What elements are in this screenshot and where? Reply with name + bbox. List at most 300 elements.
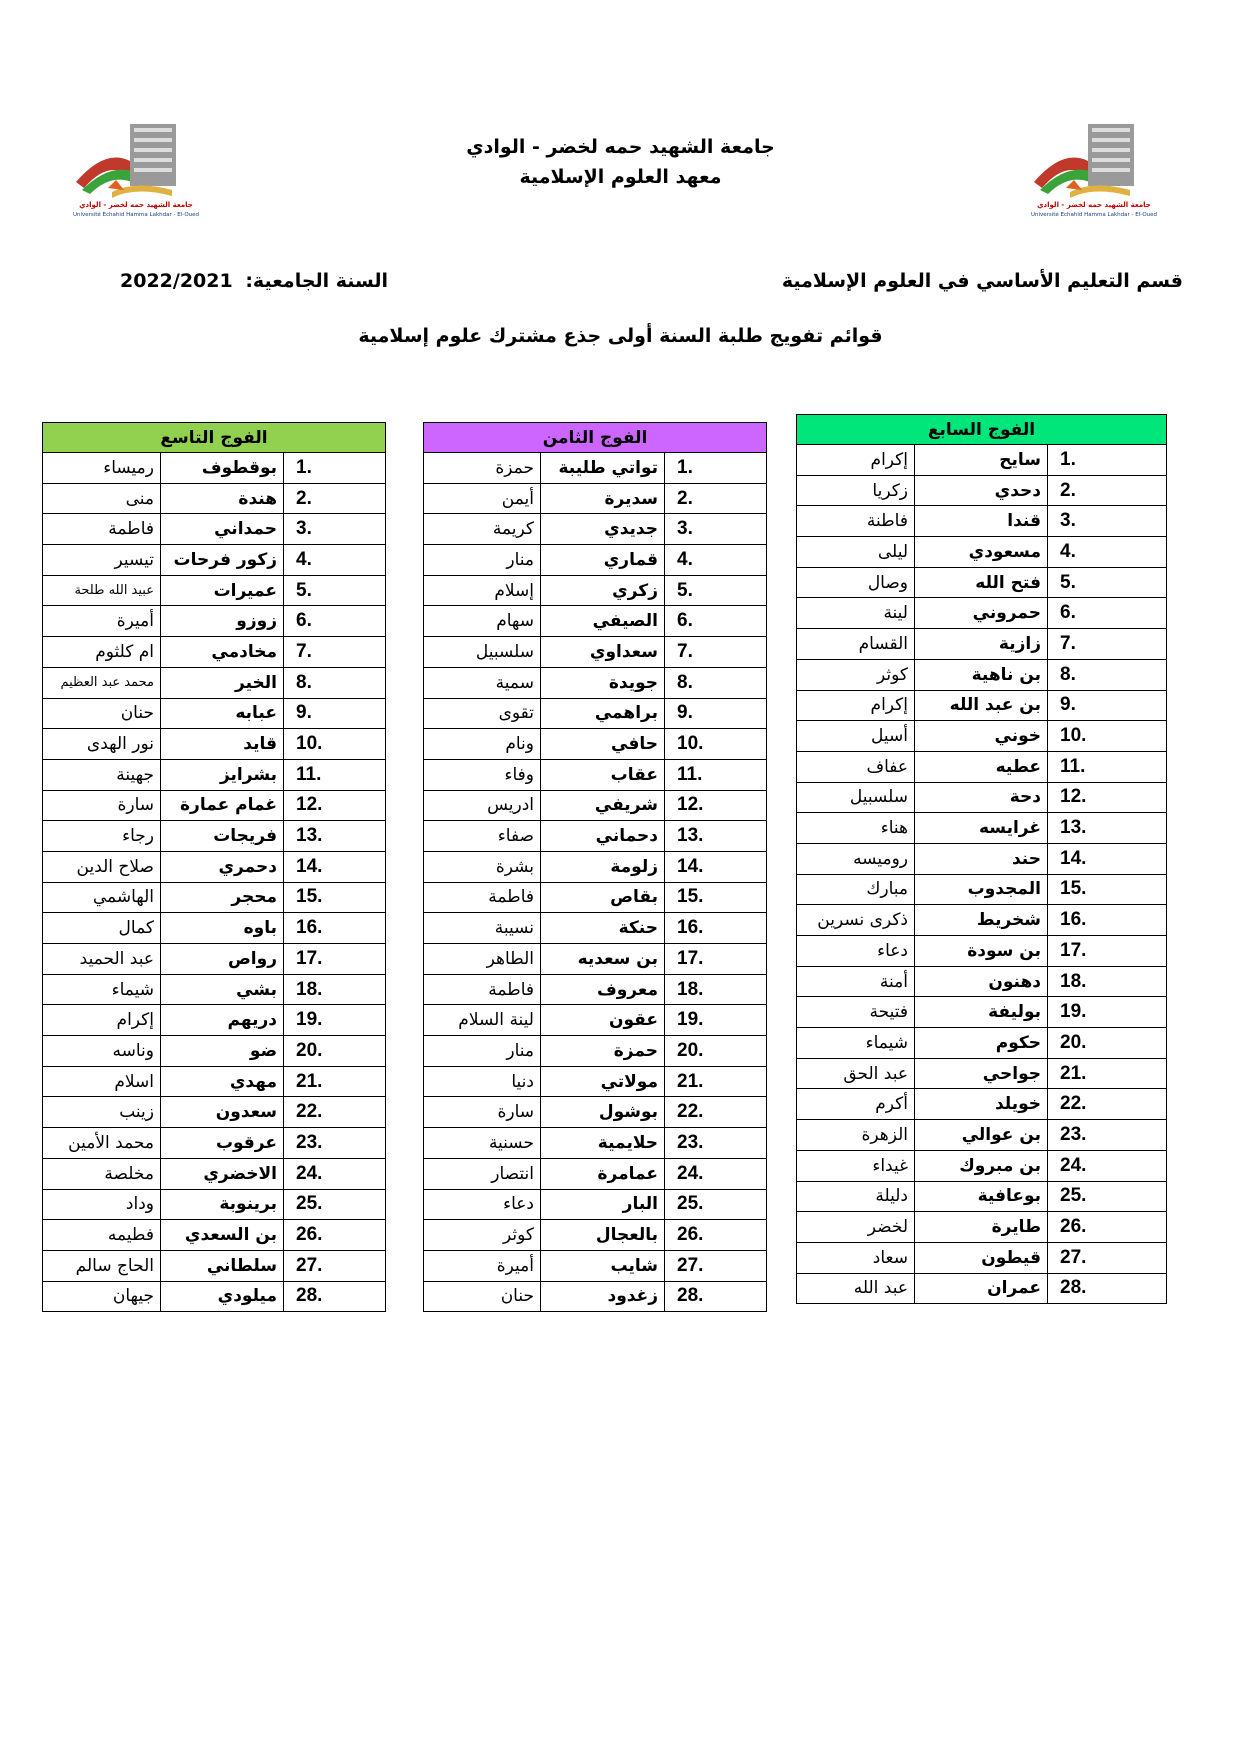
table-row: [43, 913, 386, 944]
row-number: 18.: [1048, 966, 1167, 997]
table-row: [43, 637, 386, 668]
row-number: 14.: [665, 851, 767, 882]
table-row: [43, 667, 386, 698]
group-seven-title: الفوج السابع: [797, 415, 1167, 445]
row-number: 4.: [284, 545, 386, 576]
academic-year: [120, 270, 388, 292]
first-name: عفاف: [797, 751, 915, 782]
table-row: [424, 1097, 767, 1128]
table-row: [424, 790, 767, 821]
first-name: أسيل: [797, 721, 915, 752]
row-number: 28.: [1048, 1273, 1167, 1304]
table-row: [424, 667, 767, 698]
first-name: الحاج سالم: [43, 1250, 161, 1281]
row-number: 21.: [1048, 1058, 1167, 1089]
last-name: طايرة: [915, 1212, 1048, 1243]
last-name: زكور فرحات: [161, 545, 284, 576]
last-name: بن مبروك: [915, 1150, 1048, 1181]
first-name: تقوى: [424, 698, 541, 729]
last-name: دريهم: [161, 1005, 284, 1036]
last-name: مسعودي: [915, 537, 1048, 568]
first-name: نور الهدى: [43, 729, 161, 760]
last-name: بن ناهية: [915, 659, 1048, 690]
last-name: الاخضري: [161, 1158, 284, 1189]
table-row: [797, 1242, 1167, 1273]
first-name: ادريس: [424, 790, 541, 821]
row-number: 6.: [1048, 598, 1167, 629]
first-name: فتيحة: [797, 997, 915, 1028]
first-name: هناء: [797, 813, 915, 844]
last-name: سديرة: [541, 483, 665, 514]
first-name: شيماء: [43, 974, 161, 1005]
row-number: 15.: [1048, 874, 1167, 905]
first-name: أميرة: [43, 606, 161, 637]
table-row: [424, 1281, 767, 1312]
department-name: قسم التعليم الأساسي في العلوم الإسلامية: [781, 270, 1183, 292]
last-name: عقاب: [541, 759, 665, 790]
first-name: الهاشمي: [43, 882, 161, 913]
row-number: 4.: [665, 545, 767, 576]
table-row: [424, 974, 767, 1005]
row-number: 26.: [1048, 1212, 1167, 1243]
table-row: [797, 721, 1167, 752]
last-name: عطيه: [915, 751, 1048, 782]
first-name: عبيد الله طلحة: [43, 575, 161, 606]
first-name: حمزة: [424, 453, 541, 484]
table-row: [424, 1189, 767, 1220]
table-row: [43, 606, 386, 637]
table-row: [43, 821, 386, 852]
table-row: [797, 843, 1167, 874]
last-name: جويدة: [541, 667, 665, 698]
row-number: 25.: [665, 1189, 767, 1220]
last-name: سعدون: [161, 1097, 284, 1128]
row-number: 1.: [284, 453, 386, 484]
table-row: [424, 1005, 767, 1036]
table-row: [797, 813, 1167, 844]
table-row: [797, 1028, 1167, 1059]
first-name: جيهان: [43, 1281, 161, 1312]
last-name: حمروني: [915, 598, 1048, 629]
row-number: 24.: [1048, 1150, 1167, 1181]
first-name: سهام: [424, 606, 541, 637]
last-name: بن سودة: [915, 936, 1048, 967]
table-row: [424, 882, 767, 913]
last-name: ضو: [161, 1036, 284, 1067]
row-number: 16.: [665, 913, 767, 944]
row-number: 19.: [284, 1005, 386, 1036]
row-number: 2.: [665, 483, 767, 514]
last-name: محجر: [161, 882, 284, 913]
first-name: لينة: [797, 598, 915, 629]
table-row: [424, 851, 767, 882]
row-number: 11.: [665, 759, 767, 790]
table-row: [43, 1066, 386, 1097]
table-row: [43, 1036, 386, 1067]
last-name: بن عبد الله: [915, 690, 1048, 721]
last-name: زازية: [915, 629, 1048, 660]
table-row: [43, 483, 386, 514]
last-name: غمام عمارة: [161, 790, 284, 821]
row-number: 1.: [1048, 445, 1167, 476]
row-number: 7.: [284, 637, 386, 668]
first-name: اسلام: [43, 1066, 161, 1097]
first-name: محمد عبد العظيم: [43, 667, 161, 698]
row-number: 11.: [284, 759, 386, 790]
last-name: فتح الله: [915, 567, 1048, 598]
table-row: [43, 974, 386, 1005]
row-number: 22.: [284, 1097, 386, 1128]
last-name: سعداوي: [541, 637, 665, 668]
table-row: [424, 1036, 767, 1067]
last-name: الخير: [161, 667, 284, 698]
last-name: دهنون: [915, 966, 1048, 997]
last-name: قماري: [541, 545, 665, 576]
row-number: 3.: [1048, 506, 1167, 537]
row-number: 10.: [1048, 721, 1167, 752]
last-name: قايد: [161, 729, 284, 760]
last-name: بقاص: [541, 882, 665, 913]
last-name: بشي: [161, 974, 284, 1005]
table-row: [43, 1220, 386, 1251]
last-name: مخادمي: [161, 637, 284, 668]
university-logo-right: [1030, 110, 1158, 220]
table-row: [797, 506, 1167, 537]
last-name: قندا: [915, 506, 1048, 537]
last-name: بوقطوف: [161, 453, 284, 484]
first-name: مخلصة: [43, 1158, 161, 1189]
last-name: عبابه: [161, 698, 284, 729]
university-name: جامعة الشهيد حمه لخضر - الوادي: [466, 136, 775, 158]
table-row: [43, 1189, 386, 1220]
table-row: [424, 1066, 767, 1097]
first-name: منار: [424, 545, 541, 576]
row-number: 13.: [665, 821, 767, 852]
row-number: 17.: [665, 944, 767, 975]
last-name: عميرات: [161, 575, 284, 606]
row-number: 5.: [1048, 567, 1167, 598]
row-number: 27.: [665, 1250, 767, 1281]
table-row: [424, 759, 767, 790]
last-name: قيطون: [915, 1242, 1048, 1273]
first-name: أكرم: [797, 1089, 915, 1120]
last-name: تواتي طليبة: [541, 453, 665, 484]
first-name: كريمة: [424, 514, 541, 545]
last-name: بن عوالي: [915, 1120, 1048, 1151]
row-number: 26.: [284, 1220, 386, 1251]
first-name: سلسبيل: [797, 782, 915, 813]
table-row: [797, 782, 1167, 813]
row-number: 9.: [1048, 690, 1167, 721]
table-row: [43, 882, 386, 913]
row-number: 21.: [284, 1066, 386, 1097]
row-number: 20.: [284, 1036, 386, 1067]
first-name: غيداء: [797, 1150, 915, 1181]
table-row: [797, 1150, 1167, 1181]
table-row: [424, 606, 767, 637]
row-number: 7.: [665, 637, 767, 668]
last-name: حمداني: [161, 514, 284, 545]
last-name: برينوبة: [161, 1189, 284, 1220]
last-name: عمران: [915, 1273, 1048, 1304]
table-row: [43, 759, 386, 790]
first-name: سمية: [424, 667, 541, 698]
table-row: [43, 514, 386, 545]
last-name: بشرايز: [161, 759, 284, 790]
last-name: مولاتي: [541, 1066, 665, 1097]
last-name: ميلودي: [161, 1281, 284, 1312]
table-row: [797, 537, 1167, 568]
row-number: 4.: [1048, 537, 1167, 568]
first-name: حنان: [424, 1281, 541, 1312]
first-name: حسنية: [424, 1128, 541, 1159]
first-name: فطيمه: [43, 1220, 161, 1251]
first-name: إسلام: [424, 575, 541, 606]
last-name: حكوم: [915, 1028, 1048, 1059]
first-name: نسيبة: [424, 913, 541, 944]
last-name: دحماني: [541, 821, 665, 852]
table-row: [424, 698, 767, 729]
first-name: القسام: [797, 629, 915, 660]
first-name: ليلى: [797, 537, 915, 568]
first-name: فاطنة: [797, 506, 915, 537]
row-number: 28.: [284, 1281, 386, 1312]
row-number: 20.: [1048, 1028, 1167, 1059]
last-name: جديدي: [541, 514, 665, 545]
academic-year-label: السنة الجامعية:: [245, 270, 389, 292]
row-number: 8.: [665, 667, 767, 698]
first-name: أيمن: [424, 483, 541, 514]
row-number: 23.: [1048, 1120, 1167, 1151]
row-number: 20.: [665, 1036, 767, 1067]
row-number: 8.: [1048, 659, 1167, 690]
table-row: [43, 453, 386, 484]
table-row: [43, 1005, 386, 1036]
row-number: 19.: [665, 1005, 767, 1036]
first-name: انتصار: [424, 1158, 541, 1189]
last-name: زوزو: [161, 606, 284, 637]
last-name: سايح: [915, 445, 1048, 476]
last-name: عمامرة: [541, 1158, 665, 1189]
last-name: رواص: [161, 944, 284, 975]
row-number: 25.: [1048, 1181, 1167, 1212]
first-name: ونام: [424, 729, 541, 760]
table-row: [424, 637, 767, 668]
first-name: جهينة: [43, 759, 161, 790]
table-row: [797, 1181, 1167, 1212]
table-row: [797, 966, 1167, 997]
last-name: جواحي: [915, 1058, 1048, 1089]
first-name: إكرام: [43, 1005, 161, 1036]
first-name: لينة السلام: [424, 1005, 541, 1036]
row-number: 13.: [284, 821, 386, 852]
first-name: أميرة: [424, 1250, 541, 1281]
row-number: 23.: [665, 1128, 767, 1159]
group-8-table: [423, 422, 767, 1312]
last-name: زكري: [541, 575, 665, 606]
first-name: سلسبيل: [424, 637, 541, 668]
last-name: معروف: [541, 974, 665, 1005]
logo-caption-ar: جامعة الشهيد حمه لخضر - الوادي: [1037, 201, 1151, 209]
row-number: 6.: [665, 606, 767, 637]
last-name: الصيفي: [541, 606, 665, 637]
row-number: 5.: [284, 575, 386, 606]
first-name: الطاهر: [424, 944, 541, 975]
row-number: 2.: [1048, 475, 1167, 506]
last-name: بوليفة: [915, 997, 1048, 1028]
row-number: 14.: [1048, 843, 1167, 874]
last-name: براهمي: [541, 698, 665, 729]
table-row: [424, 821, 767, 852]
first-name: فاطمة: [424, 882, 541, 913]
table-row: [797, 874, 1167, 905]
table-row: [43, 1158, 386, 1189]
logo-caption-fr: Université Echahid Hamma Lakhdar - El-Oued: [72, 212, 200, 218]
first-name: دنيا: [424, 1066, 541, 1097]
row-number: 18.: [665, 974, 767, 1005]
row-number: 16.: [1048, 905, 1167, 936]
row-number: 9.: [665, 698, 767, 729]
first-name: أمنة: [797, 966, 915, 997]
logo-caption-fr: Université Echahid Hamma Lakhdar - El-Oued: [1030, 212, 1158, 218]
last-name: غرايسه: [915, 813, 1048, 844]
table-row: [797, 997, 1167, 1028]
table-row: [43, 1281, 386, 1312]
table-row: [797, 445, 1167, 476]
table-row: [797, 690, 1167, 721]
table-row: [797, 475, 1167, 506]
row-number: 22.: [665, 1097, 767, 1128]
last-name: دحمري: [161, 851, 284, 882]
last-name: حند: [915, 843, 1048, 874]
table-row: [424, 545, 767, 576]
last-name: حمزة: [541, 1036, 665, 1067]
row-number: 8.: [284, 667, 386, 698]
first-name: كمال: [43, 913, 161, 944]
table-row: [424, 729, 767, 760]
first-name: زينب: [43, 1097, 161, 1128]
first-name: عبد الله: [797, 1273, 915, 1304]
row-number: 15.: [665, 882, 767, 913]
row-number: 10.: [665, 729, 767, 760]
first-name: منى: [43, 483, 161, 514]
last-name: بن السعدي: [161, 1220, 284, 1251]
last-name: دحدي: [915, 475, 1048, 506]
first-name: ذكرى نسرين: [797, 905, 915, 936]
first-name: إكرام: [797, 445, 915, 476]
row-number: 23.: [284, 1128, 386, 1159]
last-name: زلومة: [541, 851, 665, 882]
table-row: [797, 1212, 1167, 1243]
last-name: زغدود: [541, 1281, 665, 1312]
table-row: [43, 944, 386, 975]
first-name: لخضر: [797, 1212, 915, 1243]
row-number: 28.: [665, 1281, 767, 1312]
table-row: [797, 567, 1167, 598]
first-name: بشرة: [424, 851, 541, 882]
academic-year-value: 2022/2021: [120, 270, 233, 292]
last-name: بوعافية: [915, 1181, 1048, 1212]
table-row: [424, 1250, 767, 1281]
last-name: بالعجال: [541, 1220, 665, 1251]
first-name: زكريا: [797, 475, 915, 506]
last-name: شريفي: [541, 790, 665, 821]
last-name: دحة: [915, 782, 1048, 813]
last-name: فريجات: [161, 821, 284, 852]
first-name: دعاء: [424, 1189, 541, 1220]
first-name: مبارك: [797, 874, 915, 905]
first-name: دعاء: [797, 936, 915, 967]
last-name: باوه: [161, 913, 284, 944]
row-number: 12.: [665, 790, 767, 821]
table-row: [424, 944, 767, 975]
first-name: رجاء: [43, 821, 161, 852]
row-number: 21.: [665, 1066, 767, 1097]
table-row: [43, 545, 386, 576]
first-name: حنان: [43, 698, 161, 729]
table-row: [797, 659, 1167, 690]
table-row: [797, 936, 1167, 967]
first-name: الزهرة: [797, 1120, 915, 1151]
row-number: 1.: [665, 453, 767, 484]
table-row: [797, 629, 1167, 660]
table-row: [43, 575, 386, 606]
first-name: دليلة: [797, 1181, 915, 1212]
first-name: وناسه: [43, 1036, 161, 1067]
first-name: عبد الحميد: [43, 944, 161, 975]
group-eight-title: الفوج الثامن: [424, 423, 767, 453]
last-name: شخريط: [915, 905, 1048, 936]
first-name: إكرام: [797, 690, 915, 721]
table-row: [424, 1158, 767, 1189]
first-name: سعاد: [797, 1242, 915, 1273]
row-number: 17.: [1048, 936, 1167, 967]
row-number: 3.: [284, 514, 386, 545]
first-name: وصال: [797, 567, 915, 598]
table-row: [43, 790, 386, 821]
group-7-table: [796, 414, 1167, 1304]
first-name: عبد الحق: [797, 1058, 915, 1089]
first-name: تيسير: [43, 545, 161, 576]
table-row: [424, 453, 767, 484]
row-number: 7.: [1048, 629, 1167, 660]
first-name: رميساء: [43, 453, 161, 484]
row-number: 24.: [665, 1158, 767, 1189]
table-row: [797, 905, 1167, 936]
logo-caption-ar: جامعة الشهيد حمه لخضر - الوادي: [79, 201, 193, 209]
first-name: وداد: [43, 1189, 161, 1220]
first-name: منار: [424, 1036, 541, 1067]
table-row: [797, 1273, 1167, 1304]
first-name: محمد الأمين: [43, 1128, 161, 1159]
row-number: 26.: [665, 1220, 767, 1251]
row-number: 15.: [284, 882, 386, 913]
row-number: 24.: [284, 1158, 386, 1189]
table-row: [43, 1097, 386, 1128]
last-name: عرقوب: [161, 1128, 284, 1159]
institute-name: معهد العلوم الإسلامية: [519, 166, 722, 188]
last-name: حنكة: [541, 913, 665, 944]
table-row: [797, 751, 1167, 782]
group-9-table: [42, 422, 386, 1312]
last-name: حافي: [541, 729, 665, 760]
row-number: 19.: [1048, 997, 1167, 1028]
first-name: سارة: [424, 1097, 541, 1128]
last-name: مهدي: [161, 1066, 284, 1097]
row-number: 11.: [1048, 751, 1167, 782]
first-name: صلاح الدين: [43, 851, 161, 882]
table-row: [797, 598, 1167, 629]
